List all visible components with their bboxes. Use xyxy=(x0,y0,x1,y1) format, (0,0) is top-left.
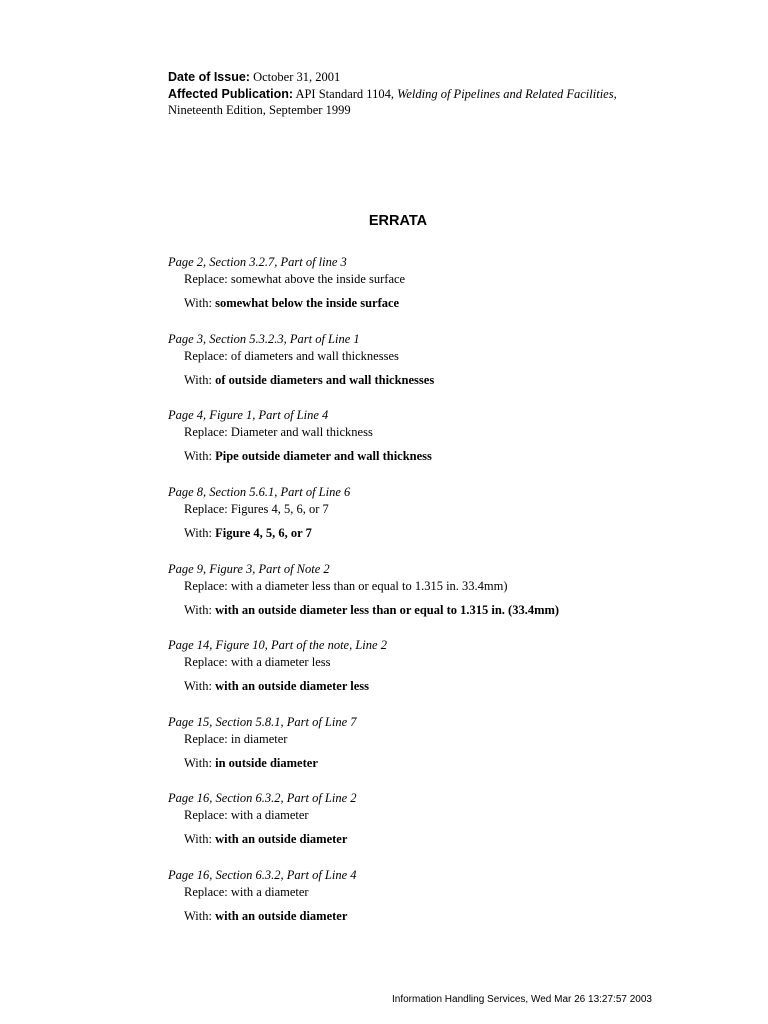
errata-entry xyxy=(168,331,728,389)
publication-title-suffix: , xyxy=(613,86,617,101)
errata-replace: Replace: somewhat above the inside surface xyxy=(184,272,406,286)
corrected-text: with an outside diameter less than or equal to 1.315 in. (33.4mm) xyxy=(215,603,560,617)
errata-replace: Replace: Figures 4, 5, 6, or 7 xyxy=(184,502,329,516)
errata-entry xyxy=(168,561,728,619)
with-label: With: xyxy=(184,373,212,387)
errata-reference: Page 15, Section 5.8.1, Part of Line 7 xyxy=(168,715,357,729)
with-label: With: xyxy=(184,449,212,463)
errata-reference: Page 14, Figure 10, Part of the note, Line 2 xyxy=(168,638,387,652)
document-header xyxy=(168,69,748,119)
with-label: With: xyxy=(184,832,212,846)
date-of-issue-value: October 31, 2001 xyxy=(253,70,341,84)
errata-with xyxy=(168,295,728,312)
errata-replace: Replace: Diameter and wall thickness xyxy=(184,425,373,439)
with-label: With: xyxy=(184,296,212,310)
corrected-text: with an outside diameter xyxy=(215,832,348,846)
errata-with xyxy=(168,831,728,848)
errata-entry xyxy=(168,407,728,465)
with-label: With: xyxy=(184,756,212,770)
errata-with xyxy=(168,678,728,695)
errata-title: ERRATA xyxy=(368,213,428,229)
date-of-issue-label: Date of Issue: xyxy=(168,70,250,84)
corrected-text: somewhat below the inside surface xyxy=(215,296,400,310)
publication-prefix: API Standard 1104, xyxy=(295,86,394,101)
footer-stamp: Information Handling Services, Wed Mar 26 13:27:57 2003 xyxy=(392,994,652,1005)
errata-with xyxy=(168,448,728,465)
corrected-text: of outside diameters and wall thicknesses xyxy=(215,373,435,387)
errata-reference: Page 16, Section 6.3.2, Part of Line 4 xyxy=(168,868,357,882)
corrected-text: with an outside diameter less xyxy=(215,679,370,693)
errata-reference: Page 9, Figure 3, Part of Note 2 xyxy=(168,562,330,576)
errata-reference: Page 8, Section 5.6.1, Part of Line 6 xyxy=(168,485,351,499)
affected-publication-line xyxy=(168,86,748,103)
errata-replace: Replace: of diameters and wall thicknesses xyxy=(184,349,399,363)
errata-with xyxy=(168,525,728,542)
errata-reference: Page 2, Section 3.2.7, Part of line 3 xyxy=(168,255,347,269)
errata-entry xyxy=(168,637,728,695)
errata-with xyxy=(168,372,728,389)
with-label: With: xyxy=(184,603,212,617)
errata-entry xyxy=(168,867,728,925)
errata-reference: Page 16, Section 6.3.2, Part of Line 2 xyxy=(168,791,357,805)
errata-entry xyxy=(168,484,728,542)
errata-entry xyxy=(168,714,728,772)
with-label: With: xyxy=(184,526,212,540)
with-label: With: xyxy=(184,909,212,923)
corrected-text: Figure 4, 5, 6, or 7 xyxy=(215,526,312,540)
errata-entry xyxy=(168,790,728,848)
publication-title: Welding of Pipelines and Related Facilities xyxy=(397,86,614,101)
errata-replace: Replace: with a diameter less xyxy=(184,655,331,669)
errata-with xyxy=(168,602,728,619)
errata-replace: Replace: with a diameter less than or equal to 1.315 in. 33.4mm) xyxy=(184,579,508,593)
errata-replace: Replace: in diameter xyxy=(184,732,288,746)
with-label: With: xyxy=(184,679,212,693)
errata-with xyxy=(168,755,728,772)
errata-with xyxy=(168,908,728,925)
corrected-text: Pipe outside diameter and wall thickness xyxy=(215,449,432,463)
publication-edition: Nineteenth Edition, September 1999 xyxy=(168,103,351,117)
errata-replace: Replace: with a diameter xyxy=(184,885,309,899)
errata-reference: Page 4, Figure 1, Part of Line 4 xyxy=(168,408,329,422)
corrected-text: with an outside diameter xyxy=(215,909,348,923)
date-of-issue-line xyxy=(168,69,748,86)
affected-publication-label: Affected Publication: xyxy=(168,86,294,101)
errata-replace: Replace: with a diameter xyxy=(184,808,309,822)
errata-entry xyxy=(168,254,728,312)
errata-reference: Page 3, Section 5.3.2.3, Part of Line 1 xyxy=(168,332,360,346)
corrected-text: in outside diameter xyxy=(215,756,318,770)
